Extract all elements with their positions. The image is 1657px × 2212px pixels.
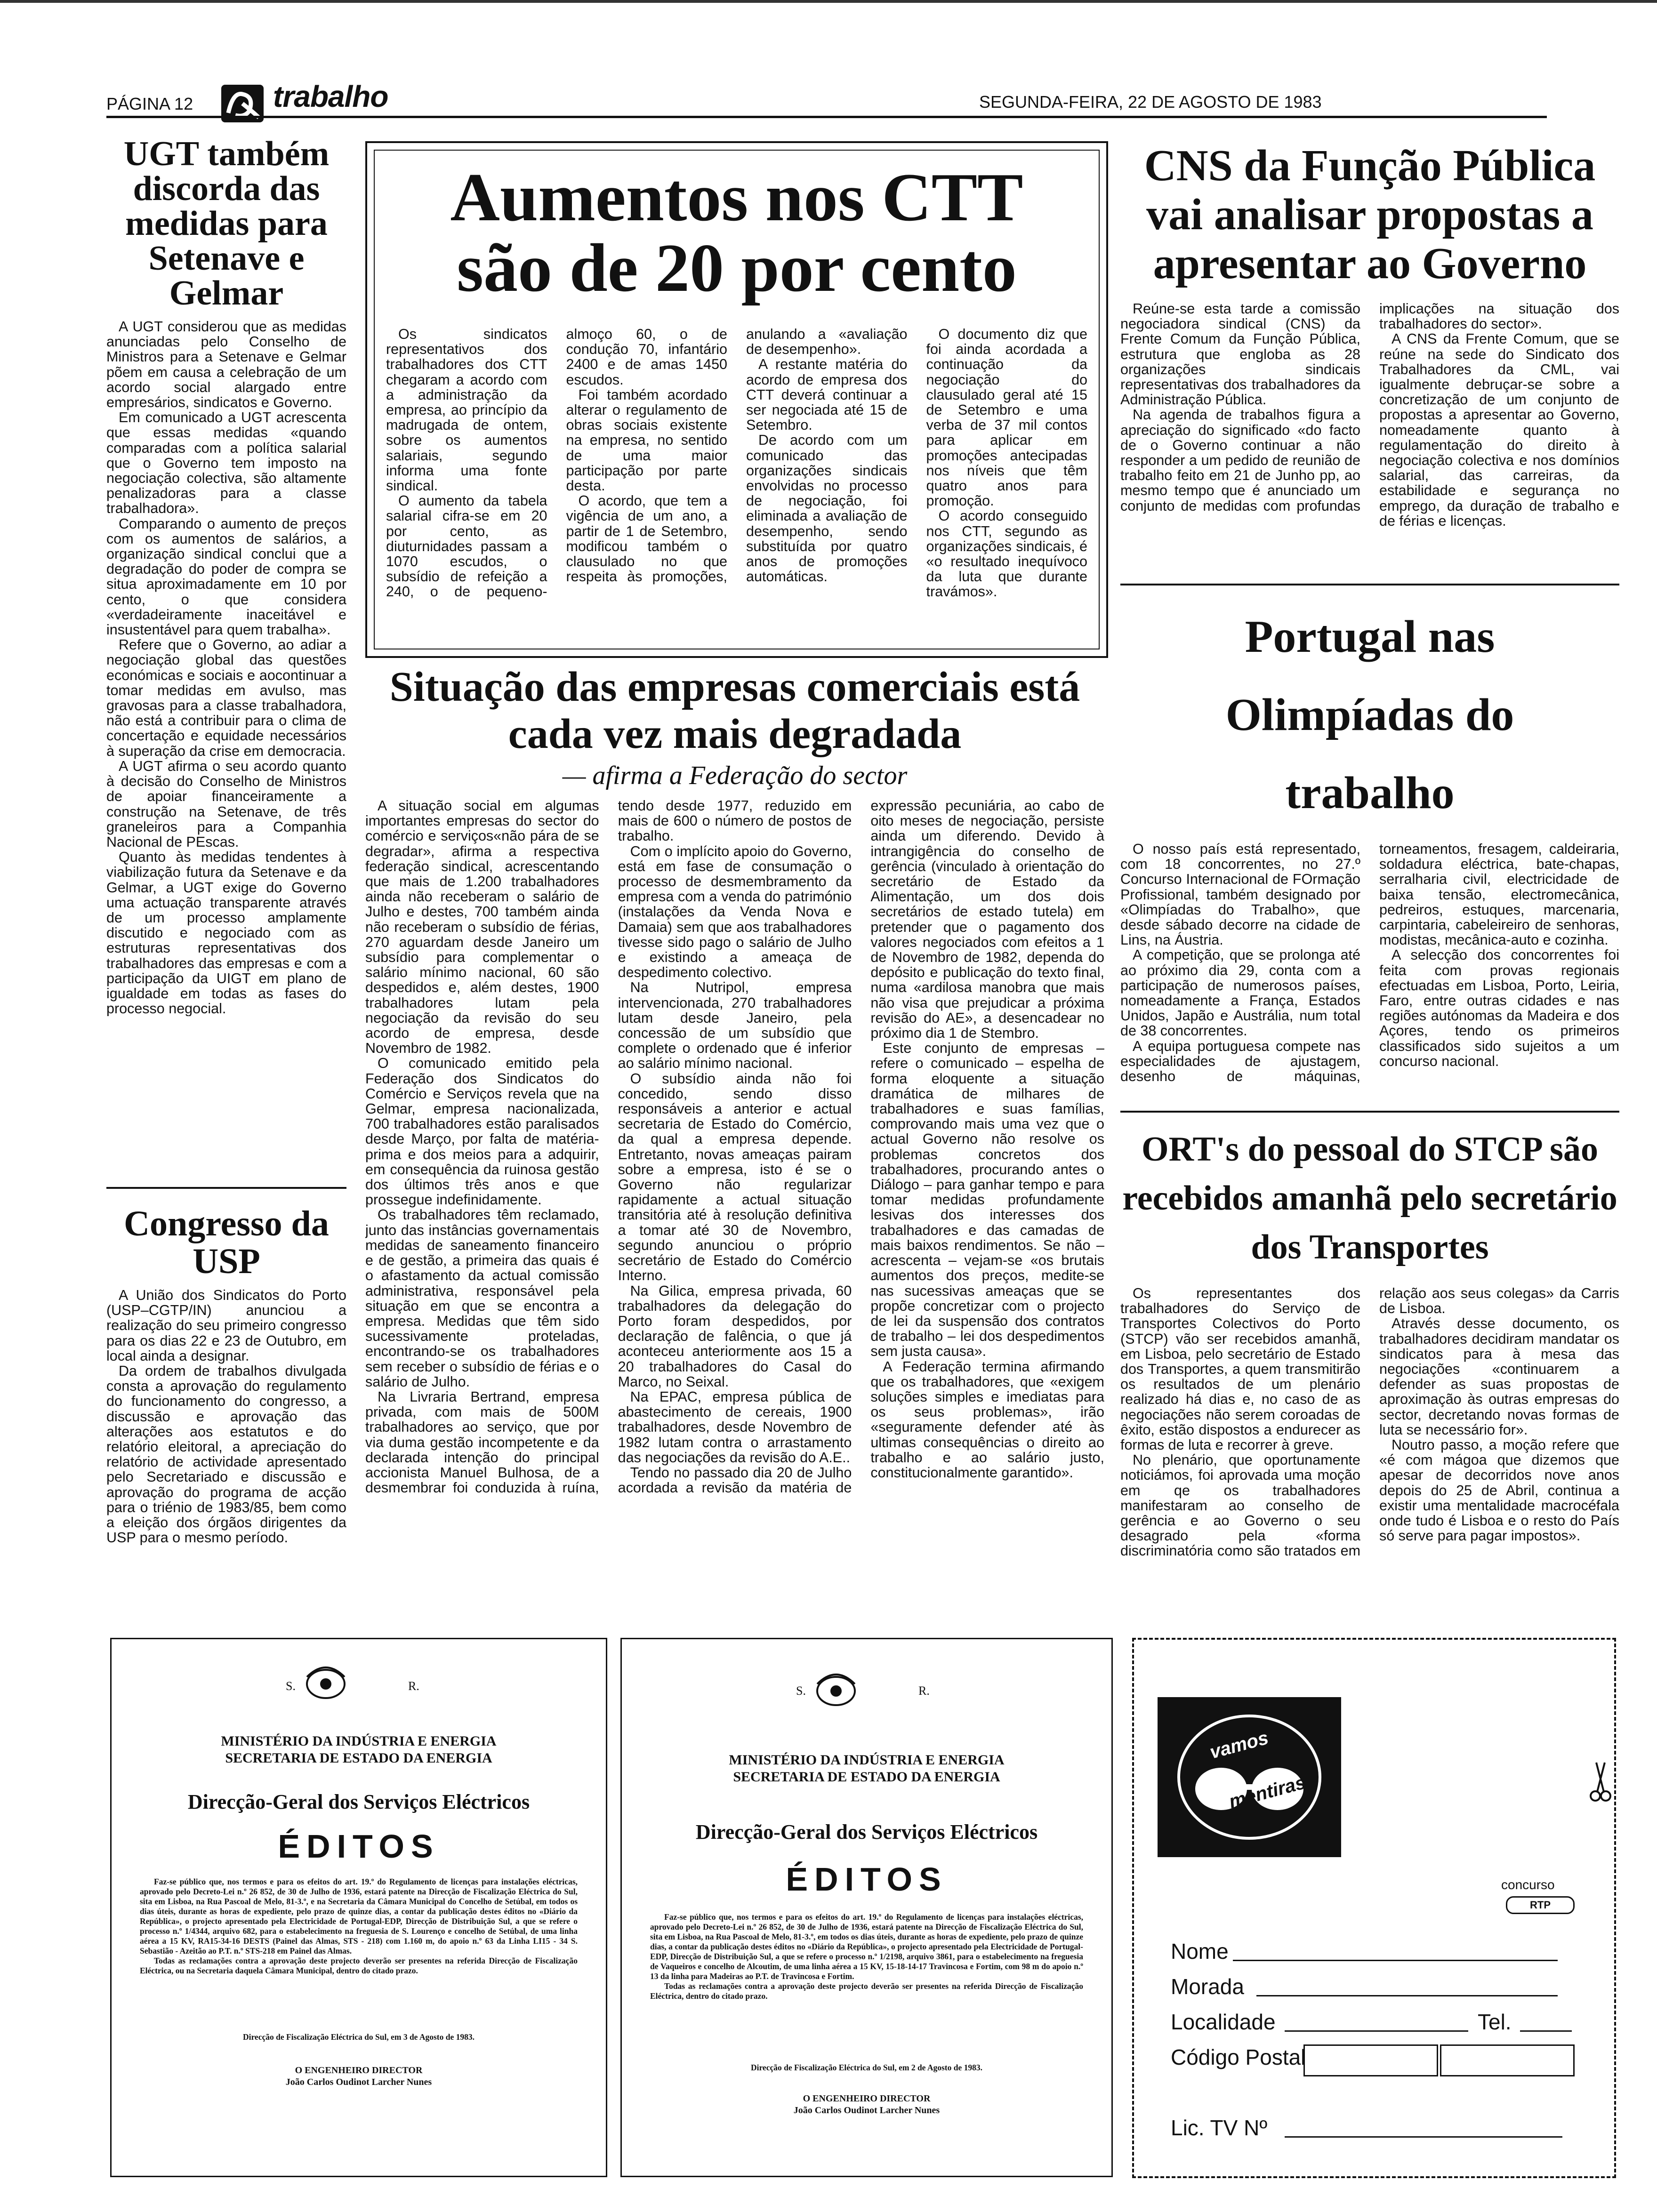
codigo-postal-label: Código Postal [1171, 2045, 1306, 2069]
ugt-paragraph: A UGT considerou que as medidas anunciadas pelo Conselho de Ministros para a Setenave e Gelmar põem em causa a celebração de um acordo social alargado entre empresários, sindicatos e Governo. [106, 319, 346, 411]
logo-word-top: vamos [1207, 1727, 1271, 1763]
comercio-subtitle: — afirma a Federação do sector [562, 761, 908, 790]
comercio-headline: Situação das empresas comerciais está cada vez mais degradada [389, 664, 1080, 757]
stcp-body [1120, 1286, 1619, 1615]
stcp-paragraph: Noutro passo, a moção refere que «é com mágoa que dizemos que apesar de decorridos nove anos depois do 25 de Abril, continua a existir uma mentalidade macrocéfala onde tudo é Lisboa e o resto do País só serve para pagar impostos». [1379, 1437, 1619, 1544]
contest-coupon [1132, 1638, 1616, 2178]
stcp-paragraph: Os representantes dos trabalhadores do Serviço de Transportes Colectivos do Porto (STCP) vão ser recebidos amanhã, em Lisboa, pelo secretário de Estado dos Transportes, a quem transmitirão os resultados de um plenário realizado há dias e, no caso de as negociações não serem coroadas de êxito, estão dispostos a endurecer as formas de luta e recorrer à greve. [1120, 1286, 1360, 1453]
olimpiadas-paragraph: A equipa portuguesa compete nas especialidades de ajustagem, desenho de máquinas, torneamentos, fresagem, caldeiraria, soldadura eléctrica, bate-chapas, serralharia civil, electricidade de baixa tensão, electromecânica, pedreiros, estuques, marcenaria, carpintaria, cabeleireiro de senhoras, modistas, mecânica-auto e cozinha. [1120, 842, 1619, 1085]
contest-logo [1158, 1697, 1341, 1857]
cns-paragraph: Reúne-se esta tarde a comissão negociadora sindical (CNS) da Frente Comum da Função Pública, estrutura que engloba as 28 organizações sindicais representativas dos trabalhadores da Administração Pública. [1120, 301, 1360, 408]
ugt-paragraph: Quanto às medidas tendentes à viabilização futura da Setenave e da Gelmar, a UGT exige do Governo uma actuação transparente através de um processo amplamente discutido e negociado com as estruturas representativas dos trabalhadores das empresas e com a participação da UIGT em plano de igualdade em todas as fases do processo negocial. [106, 849, 346, 1017]
editos-title: ÉDITOS [278, 1828, 440, 1865]
logo-word-bottom: mentiras [1227, 1772, 1308, 1812]
direction: Direcção-Geral dos Serviços Eléctricos [187, 1790, 530, 1813]
page-date: SEGUNDA-FEIRA, 22 DE AGOSTO DE 1983 [979, 92, 1322, 112]
tel-field[interactable] [1520, 2030, 1572, 2032]
signer-title: O ENGENHEIRO DIRECTOR [803, 2093, 931, 2104]
concurso-label: concurso [1501, 1877, 1555, 1892]
comercio-paragraph: Com o implícito apoio do Governo, está em fase de consumação o processo de desmembramento da empresa com a venda do património (instalações da Venda Nova e Damaia) sem que aos trabalhadores tivesse sido pago o salário de Julho e existindo a ameaça de despedimento colectivo. [618, 843, 852, 981]
comercio-paragraph: Na Livraria Bertrand, empresa privada, com mais de 500M trabalhadores ao serviço, que por via duma gestão incompetente e da declarada intenção do principal accionista Manuel Bulhosa, de a desmembrar foi conduzida à ruína, tendo desde 1977, reduzido em mais de 600 o número de postos de trabalho. [365, 798, 852, 1496]
comercio-paragraph: Na EPAC, empresa pública de abastecimento de cereais, 1900 trabalhadores, desde Novembro de 1982 lutam contra o arrastamento das negociações da revisão do A.E.. [618, 1388, 852, 1466]
morada-label: Morada [1171, 1974, 1244, 1999]
comercio-paragraph: A situação social em algumas importantes empresas do sector do comércio e serviços«não pára de se degradar», afirma a respectiva federação sindical, acrescentando que mais de 1.200 trabalhadores ainda não receberam o salário de Julho e destes, 700 também ainda não receberam o subsídio de férias, 270 aguardam desde Janeiro um subsídio para complementar o salário mínimo nacional, 60 são despedidos e, além destes, 1900 trabalhadores lutam pela negociação da revisão do seu acordo de empresa, desde Novembro de 1982. [365, 798, 599, 1057]
editos-place: Direcção de Fiscalização Eléctrica do Sul, em 2 de Agosto de 1983. [750, 2063, 983, 2072]
cns-divider [1120, 584, 1619, 585]
page-number: PÁGINA 12 [106, 94, 193, 113]
stcp-headline: ORT's do pessoal do STCP são recebidos amanhã pelo secretário dos Transportes [1122, 1130, 1617, 1266]
ugt-divider [106, 1187, 346, 1189]
top-border [0, 0, 1657, 3]
comercio-paragraph: Na Nutripol, empresa intervencionada, 270 trabalhadores lutam desde Janeiro, pela concessão de um subsídio que complete o ordenado que é inferior ao salário mínimo nacional. [618, 979, 852, 1072]
coat-of-arms-icon [808, 1665, 864, 1712]
signer-title: O ENGENHEIRO DIRECTOR [295, 2065, 423, 2076]
glasses-face-icon [1158, 1697, 1341, 1857]
usp-headline: Congresso da USP [124, 1204, 329, 1281]
stcp-article [1120, 1125, 1619, 1615]
olimpiadas-paragraph: A competição, que se prolonga até ao próximo dia 29, conta com a participação de numerosos países, nomeadamente a França, Estados Unidos, Japão e Austrália, num total de 38 concorrentes. [1120, 947, 1360, 1039]
stcp-paragraph: Através desse documento, os trabalhadores decidiram mandatar os sindicatos para à mesa das negociações «continuarem a defender as suas propostas de aproximação às outras empresas do sector, decretando novas formas de luta se necessário for». [1379, 1315, 1619, 1438]
nome-field[interactable] [1233, 1960, 1558, 1961]
cns-body [1120, 301, 1619, 551]
comercio-paragraph: A Federação termina afirmando que os trabalhadores, que «exigem soluções simples e imediatas para os seus problemas», irão «seguramente defender até às ultimas consequências o direito ao trabalho e ao salário justo, constitucionalmente garantido». [870, 1358, 1104, 1481]
comercio-article [365, 664, 1104, 1598]
localidade-field[interactable] [1285, 2030, 1468, 2032]
secretary: SECRETARIA DE ESTADO DA ENERGIA [733, 1769, 1000, 1785]
editos-title: ÉDITOS [786, 1861, 948, 1898]
olimpiadas-paragraph: A selecção dos concorrentes foi feita com provas regionais efectuadas em Lisboa, Porto, Leiria, Faro, entre outras cidades e nas regiões autónomas da Madeira e dos Açores, tendo os primeiros classificados sido sujeitos a um concurso nacional. [1379, 947, 1619, 1069]
ctt-paragraph: O acordo conseguido nos CTT, segundo as organizações sindicais, é «o resultado inequívoco da luta que durante travámos». [926, 508, 1087, 600]
coat-of-arms-icon [298, 1658, 354, 1705]
ugt-paragraph: Comparando o aumento de preços com os aumentos de salários, a organização sindical conclui que a degradação do poder de compra se situa aproximadamente em 10 por cento, o que considera «verdadeiramente inaceitável e insustentável para quem trabalha». [106, 515, 346, 638]
editos-ad-2 [620, 1638, 1113, 2177]
ctt-article-box [365, 141, 1108, 658]
ministry: MINISTÉRIO DA INDÚSTRIA E ENERGIA [729, 1752, 1005, 1768]
cns-article [1120, 141, 1619, 551]
editos-text: Todas as reclamações contra a aprovação deste projecto deverão ser presentes na referida Direcção de Fiscalização Eléctrica, dentro do citado prazo. [650, 1981, 1083, 2001]
ugt-body [106, 319, 346, 1016]
ctt-paragraph: Os sindicatos representativos dos trabalhadores dos CTT chegaram a acordo com a administração da empresa, ao princípio da madrugada de ontem, sobre os aumentos salariais, segundo informa uma fonte sindical. [386, 327, 547, 494]
secretary: SECRETARIA DE ESTADO DA ENERGIA [225, 1750, 492, 1766]
scissors-icon [1589, 1760, 1612, 1803]
sr-left: S. [796, 1684, 806, 1698]
comercio-paragraph: Os trabalhadores têm reclamado, junto das instâncias governamentais medidas de saneamento financeiro e de gestão, a primeira das quais é o afastamento da actual comissão administrativa, responsável pela situação em que se encontra a empresa. Medidas que têm sido sucessivamente proteladas, encontrando-se os trabalhadores sem receber o subsídio de férias e o salário de Julho. [365, 1207, 599, 1390]
olimpiadas-body [1120, 842, 1619, 1133]
morada-field[interactable] [1256, 1995, 1558, 1996]
olimpiadas-headline: Portugal nas Olimpíadas do trabalho [1225, 611, 1514, 818]
editos-place: Direcção de Fiscalização Eléctrica do Sul, em 3 de Agosto de 1983. [242, 2032, 475, 2042]
lic-tv-field[interactable] [1285, 2136, 1562, 2138]
olimpiadas-article [1120, 598, 1619, 1133]
comercio-paragraph: O subsídio ainda não foi concedido, sendo disso responsáveis a anterior e actual secretaria de Estado do Comércio, da qual a empresa depende. Entretanto, novas ameaças pairam sobre a empresa, isto é se o Governo não regularizar rapidamente a actual situação transitória até à resolução definitiva a tomar até 30 de Novembro, segundo anunciou o próprio secretário de Estado do Comércio Interno. [618, 1070, 852, 1284]
tel-label: Tel. [1478, 2010, 1512, 2034]
ugt-paragraph: A UGT afirma o seu acordo quanto à decisão do Conselho de Ministros de apoiar financeiramente a construção na Setenave, de três graneleiros para a Companhia Nacional de PEscas. [106, 758, 346, 850]
ctt-paragraph: O acordo, que tem a vigência de um ano, a partir de 1 de Setembro, modificou também o clausulado no que respeita às promoções, anulando a «avaliação de desempenho». [566, 327, 908, 585]
stcp-paragraph: No plenário, que oportunamente noticiámos, foi aprovada uma moção em qe os trabalhadores manifestaram ao conselho de gerência e ao Governo o seu desagrado pela «forma discriminatória como são tratados em relação aos seus colegas» da Carris de Lisboa. [1120, 1286, 1619, 1559]
localidade-label: Localidade [1171, 2010, 1276, 2034]
ctt-paragraph: Foi também acordado alterar o regulamento de obras sociais existente na empresa, no sentido de uma maior participação por parte desta. [566, 386, 727, 494]
codigo-postal-locality-field[interactable] [1440, 2044, 1575, 2076]
codigo-postal-field[interactable] [1303, 2044, 1438, 2076]
direction: Direcção-Geral dos Serviços Eléctricos [695, 1820, 1038, 1843]
lic-tv-label: Lic. TV Nº [1171, 2116, 1268, 2140]
nome-label: Nome [1171, 1939, 1229, 1964]
editos-body [650, 1912, 1083, 2001]
cns-headline: CNS da Função Pública vai analisar propostas a apresentar ao Governo [1144, 141, 1596, 288]
comercio-paragraph: Este conjunto de empresas – refere o comunicado – espelha de forma eloquente a situação dramática de milhares de trabalhadores e suas famílias, comprovando mais uma vez que o actual Governo não resolve os problemas concretos dos trabalhadores, procurando antes o Diálogo – para ganhar tempo e para tomar medidas profundamente lesivas dos interesses dos trabalhadores e das camadas de mais baixos rendimentos. Se não – acrescenta – vejam-se «os brutais aumentos dos preços, medite-se nas sucessivas ameaças que se propõe concretizar com o projecto de lei da suspensão dos contratos de trabalho – lei dos despedimentos sem justa causa». [870, 1040, 1104, 1360]
editos-text: Faz-se público que, nos termos e para os efeitos do art. 19.º do Regulamento de licenças para instalações eléctricas, aprovado pelo Decreto-Lei n.º 26 852, de 30 de Julho de 1936, estará patente na Direcção de Fiscalização Eléctrica do Sul, sita em Lisboa, na Rua Pascoal de Melo, 81-3.º, em todos os dias úteis, durante as horas de expediente, pelo prazo de quinze dias, a contar da publicação destes éditos no «Diário da República», o projecto apresentado pela Electricidade de Portugal-EDP, Direcção de Distribuição Sul, a que se refere o processo n.º 1/2198, arquivo 3861, para o estabelecimento na freguesia de Vaqueiros e concelho de Alcoutim, de uma linha aérea a 15 KV, 15-18-14-17 Travincosa e Fortim, com 98 m do apoio n.º 13 da linha para Madeiras ao P.T. de Travincosa e Fortim. [650, 1912, 1083, 1981]
usp-paragraph: Da ordem de trabalhos divulgada consta a aprovação do regulamento do funcionamento do congresso, a discussão e aprovação das alterações aos estatutos e do relatório eleitoral, a apreciação do relatório de actividade apresentado pelo Secretariado e discussão e aprovação do programa de acção para o triénio de 1983/85, bem como a eleição dos órgãos dirigentes da USP para o mesmo período. [106, 1363, 346, 1546]
olimpiadas-divider [1120, 1111, 1619, 1113]
header-rule [106, 116, 1547, 118]
usp-paragraph: A União dos Sindicatos do Porto (USP–CGTP/IN) anunciou a realização do seu primeiro congresso para os dias 22 e 23 de Outubro, em local ainda a designar. [106, 1288, 346, 1364]
signer-name: João Carlos Oudinot Larcher Nunes [285, 2077, 432, 2087]
ugt-paragraph: Refere que o Governo, ao adiar a negociação global das questões económicas e sociais e aocontinuar a tomar medidas em avulso, mas gravosas para a classe trabalhadora, não está a contribuir para o clima de concertação e equidade necessários à superação da crise em democracia. [106, 637, 346, 759]
signer-name: João Carlos Oudinot Larcher Nunes [793, 2105, 940, 2116]
editos-text: Faz-se público que, nos termos e para os efeitos do art. 19.º do Regulamento de licenças para instalações eléctricas, aprovado pelo Decreto-Lei n.º 26 852, de 30 de Julho de 1936, estará patente na Direcção de Fiscalização Eléctrica do Sul, sita em Lisboa, na Rua Pascoal de Melo, 81-3.º, e na Secretaria da Câmara Municipal do Concelho de Setúbal, em todos os dias úteis, durante as horas de expediente, pelo prazo de quinze dias, a contar da publicação destes éditos no «Diário da República», o projecto apresentado pela Electricidade de Portugal-EDP, Direcção de Distribuição Sul, a que se refere o processo n.º 1/4344, arquivo 682, para o estabelecimento na freguesia de S. Lourenço e concelho de Setúbal, de uma linha aérea a 15 KV, RA15-34-16 DESTS (Painel das Almas, STS - 218) com 1.160 m, do apoio n.º 63 da Linha LI15 - 34 S. Sebastião - Azeitão ao P.T. n.º STS-218 em Painel das Almas. [140, 1877, 578, 1956]
usp-article [106, 1205, 346, 1545]
comercio-paragraph: Tendo no passado dia 20 de Julho acordada a revisão da matéria de expressão pecuniária, ao cabo de oito meses de negociação, persiste ainda um diferendo. Devido à intrangigência do conselho de gerência (vinculado à orientação do secretário de Estado da Alimentação, um dos dois secretários de estado tutela) em pretender que o pagamento dos valores negociados com efeitos a 1 de Novembro de 1982, dependa do depósito e publicação do texto final, numa «ardilosa manobra que mais não visa que prejudicar a próxima revisão do AE», a desencadear no próximo dia 1 de Stembro. [618, 798, 1104, 1496]
ctt-paragraph: O documento diz que foi ainda acordada a continuação da negociação do clausulado geral até 15 de Setembro e uma verba de 37 mil contos para aplicar em promoções antecipadas nos níveis que têm quatro anos para promoção. [926, 327, 1087, 509]
ugt-paragraph: Em comunicado a UGT acrescenta que essas medidas «quando comparadas com a política salarial que o Governo tem imposto na negociação colectiva, são altamente penalizadoras para a classe trabalhadora». [106, 409, 346, 517]
section-name: trabalho [273, 80, 388, 113]
ctt-paragraph: A restante matéria do acordo de empresa dos CTT deverá continuar a ser negociada até 15 de Setembro. [746, 356, 908, 433]
sr-right: R. [408, 1679, 419, 1693]
ctt-headline: Aumentos nos CTT são de 20 por cento [450, 159, 1023, 306]
editos-ad-1 [110, 1638, 607, 2177]
ugt-article [106, 136, 346, 1016]
rtp-logo: RTP [1506, 1896, 1575, 1914]
comercio-body [365, 798, 1104, 1598]
cns-paragraph: Na agenda de trabalhos figura a apreciação do significado «do facto de o Governo continuar a não responder a um pedido de reunião de trabalho feito em 21 de Junho pp, ao mesmo tempo que é anunciado um conjunto de medidas com profundas implicações na situação dos trabalhadores do sector». [1120, 301, 1619, 514]
cns-paragraph: A CNS da Frente Comum, que se reúne na sede do Sindicato dos Trabalhadores da CML, vai igualmente debruçar-se sobre a concretização de um conjunto de propostas a apresentar ao Governo, nomeadamente quanto à regulamentação do direito à negociação colectiva e nos domínios salarial, das carreiras, da estabilidade e segurança no emprego, da duração de trabalho e de férias e licenças. [1379, 331, 1619, 529]
ctt-paragraph: De acordo com um comunicado das organizações sindicais envolvidas no processo de negociação, foi eliminada a avaliação de desempenho, sendo substituída por quatro anos de promoções automáticas. [746, 432, 908, 585]
sr-left: S. [286, 1679, 296, 1693]
editos-body [140, 1877, 578, 1976]
ministry: MINISTÉRIO DA INDÚSTRIA E ENERGIA [221, 1733, 497, 1749]
sr-right: R. [918, 1684, 930, 1698]
ctt-paragraph: O aumento da tabela salarial cifra-se em 20 por cento, as diuturnidades passam a 1070 escudos, o subsídio de refeição a 240, o de pequeno-almoço 60, o de condução 70, infantário 2400 e de amas 1450 escudos. [386, 327, 727, 600]
usp-body [106, 1288, 346, 1545]
comercio-paragraph: O comunicado emitido pela Federação dos Sindicatos do Comércio e Serviços revela que na Gelmar, empresa nacionalizada, 700 trabalhadores estão paralisados desde Março, por falta de matéria-prima e dos meios para a adquirir, em consequência da ruinosa gestão dos últimos três anos e que prossegue indefinidamente. [365, 1055, 599, 1208]
editos-text: Todas as reclamações contra a aprovação deste projecto deverão ser presentes na referida Direcção de Fiscalização Eléctrica, ou na Secretaria daquela Câmara Municipal, dentro do citado prazo. [140, 1956, 578, 1975]
comercio-paragraph: Na Gilica, empresa privada, 60 trabalhadores da delegação do Porto foram despedidos, por declaração de falência, o que já aconteceu anteriormente aos 15 a 20 trabalhadores do Casal do Marco, no Seixal. [618, 1282, 852, 1390]
ctt-body [386, 327, 1087, 633]
ugt-headline: UGT também discorda das medidas para Setenave e Gelmar [123, 135, 330, 313]
olimpiadas-paragraph: O nosso país está representado, com 18 concorrentes, no 27.º Concurso Internacional de FOrmação Profissional, também designado por «Olimpíadas do Trabalho», que desde sábado decorre na cidade de Lins, na Áustria. [1120, 842, 1360, 948]
